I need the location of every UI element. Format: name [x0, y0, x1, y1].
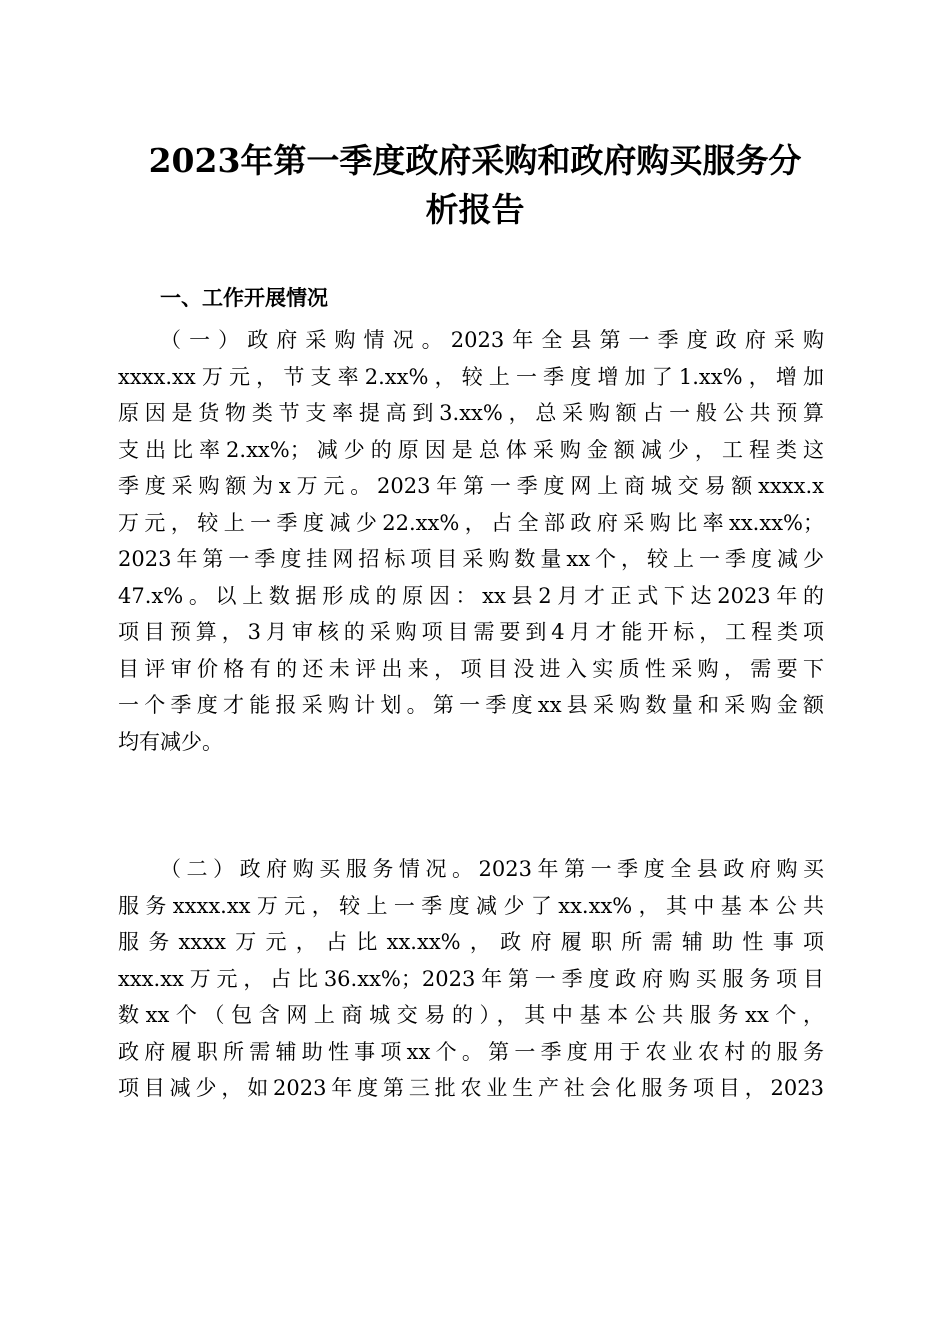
- paragraph-line: 47.x%。以上数据形成的原因：xx县2月才正式下达2023年的: [118, 583, 824, 608]
- paragraph-line: 万元，较上一季度减少22.xx%，占全部政府采购比率xx.xx%；: [118, 510, 824, 535]
- paragraph-line: 目评审价格有的还未评出来，项目没进入实质性采购，需要下: [118, 656, 824, 681]
- paragraph-line: 服务xxxx.xx万元，较上一季度减少了xx.xx%，其中基本公共: [118, 893, 824, 918]
- paragraph-line: 项目预算，3月审核的采购项目需要到4月才能开标，工程类项: [118, 620, 824, 644]
- paragraph-line: 一个季度才能报采购计划。第一季度xx县采购数量和采购金额: [118, 693, 824, 717]
- paragraph-line: 季度采购额为x万元。2023年第一季度网上商城交易额xxxx.x: [118, 474, 824, 498]
- paragraph-line: （一）政府采购情况。2023年全县第一季度政府采购: [160, 328, 824, 352]
- paragraph-line: （二）政府购买服务情况。2023年第一季度全县政府购买: [160, 857, 824, 881]
- paragraph-line: 均有减少。: [118, 729, 223, 754]
- section-heading: 一、工作开展情况: [160, 286, 328, 310]
- paragraph-line: 项目减少，如2023年度第三批农业生产社会化服务项目，2023: [118, 1076, 824, 1100]
- title-line-1: 2023年第一季度政府采购和政府购买服务分: [148, 141, 802, 180]
- paragraph-line: 2023年第一季度挂网招标项目采购数量xx个，较上一季度减少: [118, 547, 824, 571]
- paragraph-line: 支出比率2.xx%；减少的原因是总体采购金额减少，工程类这: [118, 437, 824, 462]
- paragraph-government-procurement: [118, 322, 824, 760]
- paragraph-line: 数xx个（包含网上商城交易的），其中基本公共服务xx个，: [118, 1003, 824, 1027]
- paragraph-line: 服务xxxx万元，占比xx.xx%，政府履职所需辅助性事项: [118, 930, 824, 954]
- paragraph-line: 政府履职所需辅助性事项xx个。第一季度用于农业农村的服务: [118, 1039, 824, 1064]
- paragraph-line: 原因是货物类节支率提高到3.xx%，总采购额占一般公共预算: [118, 401, 824, 425]
- document-title: [118, 136, 832, 234]
- paragraph-government-purchased-services: [118, 851, 824, 1107]
- paragraph-line: xxx.xx万元，占比36.xx%；2023年第一季度政府购买服务项目: [118, 966, 824, 991]
- title-line-2: 析报告: [425, 190, 525, 229]
- paragraph-line: xxxx.xx万元，节支率2.xx%，较上一季度增加了1.xx%，增加: [118, 364, 824, 389]
